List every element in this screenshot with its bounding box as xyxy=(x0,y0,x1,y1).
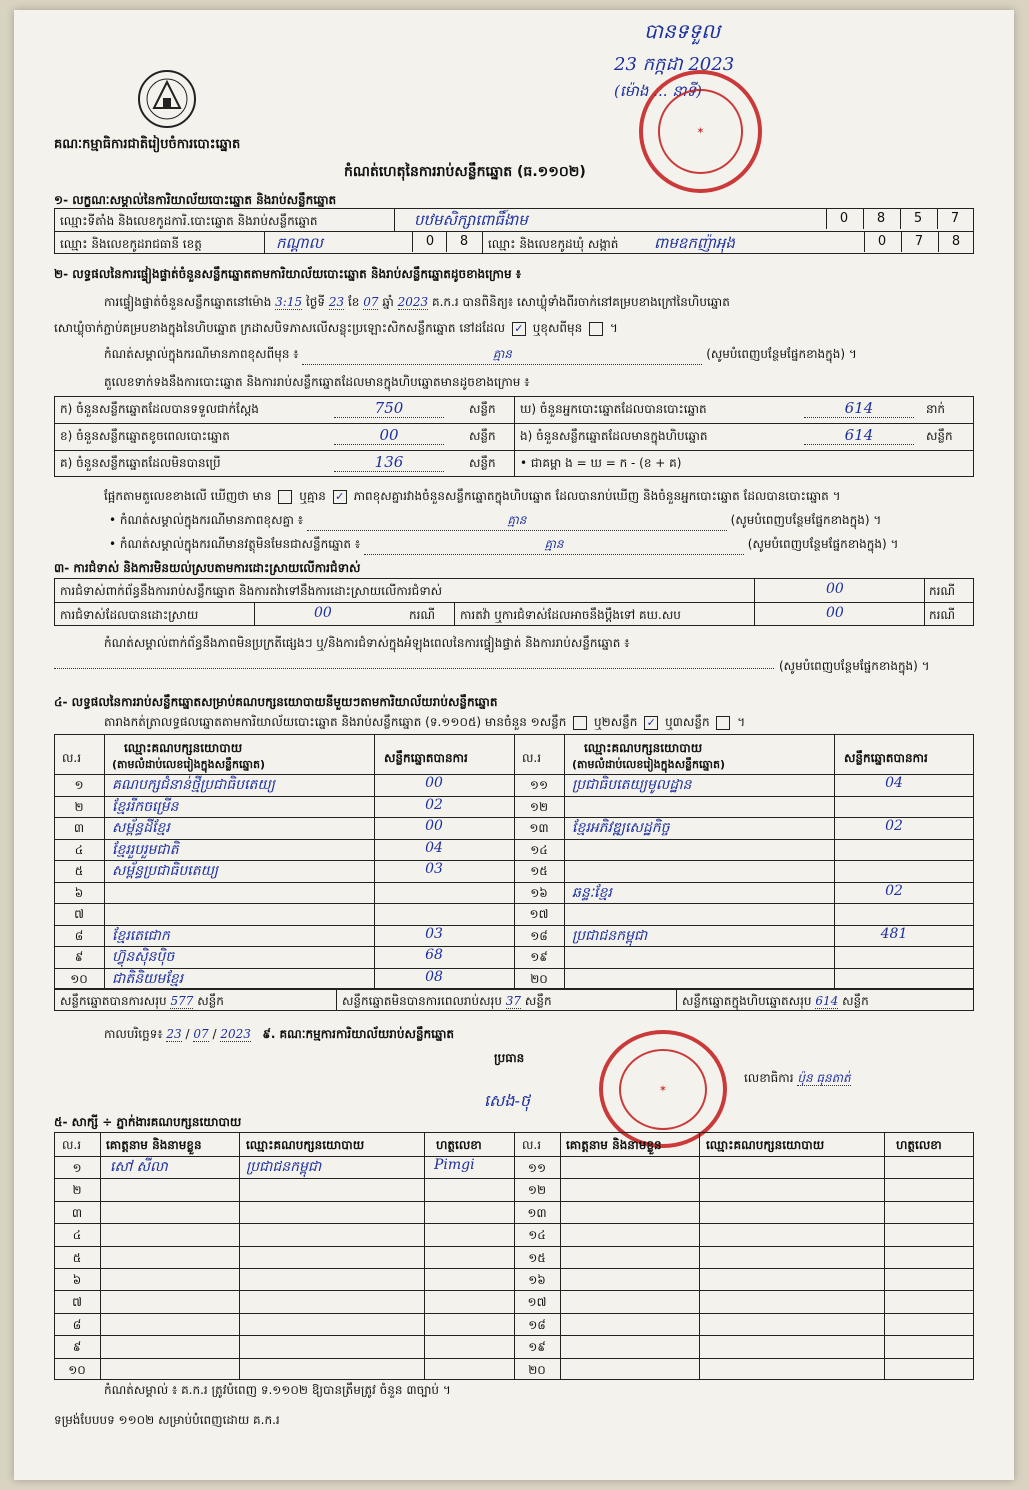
commune-label: ឈ្មោះ និងលេខកូដឃុំ សង្កាត់ xyxy=(488,237,619,251)
total-valid-value: 577 xyxy=(170,994,194,1008)
row-no: ១៦ xyxy=(530,885,548,900)
seal-line: សោឃ្លុំចាក់ភ្ជាប់គម្របខាងក្នុងនៃហិបឆ្នោត ក្រដាសបិទភាសលើសន្លុះប្រឡោះសិកសន្លឹកឆ្នោត នៅដដែល ✓ ឬខុសពីមុន ។ xyxy=(54,321,618,335)
w-row-no: ៥ xyxy=(72,1250,82,1265)
party-name: ខ្មែររីកចម្រើន xyxy=(112,798,179,815)
row-no: ៥ xyxy=(74,864,84,878)
w-row-no: ២០ xyxy=(528,1362,546,1377)
two-sheets-checkbox[interactable]: ✓ xyxy=(644,716,658,730)
form-sheet: គណៈកម្មាធិការជាតិរៀបចំការបោះឆ្នោត កំណត់ហេតុនៃការរាប់សន្លឹកឆ្នោត (ធ.១១០២) បានទទួល 23 កក្កដា 2023 (ម៉ោង ... នាទី) ✶ ១- លក្ខណៈសម្គាល់នៃការិយាល័យបោះឆ្នោត និងរាប់សន្លឹកឆ្នោត ឈ្មោះទីតាំង និងលេខកូដការិ.បោះឆ្នោត និងរាប់សន្លឹកឆ្នោត បឋមសិក្សាពោធិ៍ងាម 0 8 5 7 ឈ្មោះ និងលេខកូដរាជធានី ខេត្ត កណ្ដាល 0 8 ឈ្មោះ និងលេខកូដឃុំ សង្កាត់ ពាមឧកញ៉ាអុង 0 7 8 ២- លទ្ធផលនៃការផ្ទៀងផ្ទាត់ចំនួនសន្លឹកឆ្នោតតាមការិយាល័យបោះឆ្នោត និងរាប់សន្លឹកឆ្នោតដូចខាងក្រោម ៖ ការផ្ទៀងផ្ទាត់ចំនួនសន្លឹកឆ្នោតនៅម៉ោង 3:15 ថ្ងៃទី 23 ខែ 07 ឆ្នាំ 2023 គ.ក.រ បានពិនិត្យ៖ សោឃ្លុំទាំងពីរចាក់នៅគម្របខាងក្រៅនៃហិបឆ្នោត សោឃ្លុំចាក់ភ្ជាប់គម្របខាងក្នុងនៃហិបឆ្នោត ក្រដាសបិទភាសលើសន្លុះប្រឡោះសិកសន្លឹកឆ្នោត នៅដដែល ✓ ឬខុសពីមុន ។ កំណត់សម្គាល់ក្នុងករណីមានភាពខុសពីមុន ៖ គ្មាន (សូមបំពេញបន្ថែមផ្នែកខាងក្នុង) ។ តួលេខទាក់ទងនឹងការបោះឆ្នោត និងការរាប់សន្លឹកឆ្នោតដែលមានក្នុងហិបឆ្នោតមានដូចខាងក្រោម ៖ ក) ចំនួនសន្លឹកឆ្នោតដែលបានទទួលជាក់ស្តែង 750 សន្លឹក ឃ) ចំនួនអ្នកបោះឆ្នោតដែលបានបោះឆ្នោត 614 នាក់ ខ) ចំនួនសន្លឹកឆ្នោតខូចពេលបោះឆ្នោត 00 សន្លឹក ង) ចំនួនសន្លឹកឆ្នោតដែលមានក្នុងហិបឆ្នោត 614 សន្លឹក គ) ចំនួនសន្លឹកឆ្នោតដែលមិនបានប្រើ 136 សន្លឹក • ជាគម្ពា ង = ឃ = ក - (ខ + គ) ផ្អែកតាមតួលេខខាងលើ ឃើញថា មាន ឬគ្មាន ✓ ភាពខុសគ្នារវាងចំនួនសន្លឹកឆ្នោតក្នុងហិបឆ្នោត ដែលបានរាប់ឃើញ និងចំនួនអ្នកបោះឆ្នោត ដែលបានបោះឆ្នោត ។ • កំណត់សម្គាល់ក្នុងករណីមានភាពខុសគ្នា ៖ គ្មាន (សូមបំពេញបន្ថែមផ្នែកខាងក្នុង) ។ • កំណត់សម្គាល់ក្នុងករណីមានវត្ថុមិនមែនជាសន្លឹកឆ្នោត ៖ គ្មាន (សូមបំពេញបន្ថែមផ្នែកខាងក្នុង) ។ ៣- ការជំទាស់ និងការមិនយល់ស្របតាមការដោះស្រាយលើការជំទាស់ ការជំទាស់ពាក់ព័ន្ធនឹងការរាប់សន្លឹកឆ្នោត និងការតវ៉ាទៅនឹងការដោះស្រាយលើការជំទាស់ 00 ករណី ការជំទាស់ដែលបានដោះស្រាយ 00 ករណី ការតវ៉ា ឬការជំទាស់ដែលអាចនឹងប្ដឹងទៅ គឃ.សប 00 ករណី កំណត់សម្គាល់ពាក់ព័ន្ធនឹងភាពមិនប្រក្រតីផ្សេងៗ ឬ/និងការជំទាស់ក្នុងអំឡុងពេលនៃការផ្ទៀងផ្ទាត់ និងការរាប់សន្លឹកឆ្នោត ៖ (សូមបំពេញបន្ថែមផ្នែកខាងក្នុង) ។ ៤- លទ្ធផលនៃការរាប់សន្លឹកឆ្នោតសម្រាប់គណបក្សនយោបាយនីមួយៗតាមការិយាល័យរាប់សន្លឹកឆ្នោត តារាងកត់ត្រាលទ្ធផលឆ្នោតតាមការិយាល័យបោះឆ្នោត និងរាប់សន្លឹកឆ្នោត (ទ.១១០៥) មានចំនួន ១សន្លឹក ឬ២សន្លឹក ✓ ឬ៣សន្លឹក ។ ល.រ ឈ្មោះគណបក្សនយោបាយ (តាមលំដាប់លេខរៀងក្នុងសន្លឹកឆ្នោត) សន្លឹកឆ្នោតបានការ ១ គណបក្សជំនាន់ថ្មីប្រជាធិបតេយ្យ 00 ២ ខ្មែររីកចម្រើន 02 ៣ សម្ព័ន្ធដីខ្មែរ 00 ៤ ខ្មែររួបរួមជាតិ 04 ៥ សម្ព័ន្ធប្រជាធិបតេយ្យ 03 ៦ ៧ ៨ ខ្មែរតេជោក 03 ៩ ហ៊្វុនស៊ិនប៉ិច 68 ១០ ជាតិនិយមខ្មែរ 08 ល.រ ឈ្មោះគណបក្សនយោបាយ (តាមលំដាប់លេខរៀងក្នុងសន្លឹកឆ្នោត) សន្លឹកឆ្នោតបានការ ១១ ប្រជាធិបតេយ្យមូលដ្ឋាន 04 ១២ ១៣ ខ្មែរអភិវឌ្ឍសេដ្ឋកិច្ច 02 ១៤ ១៥ ១៦ ឆន្ទៈខ្មែរ 02 ១៧ ១៨ ប្រជាជនកម្ពុជា 481 ១៩ ២០ សន្លឹកឆ្នោតបានការសរុប 577 សន្លឹក សន្លឹកឆ្នោតមិនបានការពេលរាប់សរុប 37 សន្លឹក សន្លឹកឆ្នោតក្នុងហិបឆ្នោតសរុប 614 សន្លឹក កាលបរិច្ឆេទ៖ 23 / 07 / 2023 ៩. គណៈកម្មការការិយាល័យរាប់សន្លឹកឆ្នោត ប្រធាន សេង-ថុ លេខាធិការ ប៉ុន ធុនតាត់ ✶ ៥- សាក្សី ÷ ភ្នាក់ងារគណបក្សនយោបាយ ល.រ គោត្តនាម និងនាមខ្លួន ឈ្មោះគណបក្សនយោបាយ ហត្ថលេខា ១ ២ ៣ ៤ ៥ ៦ ៧ ៨ ៩ ១០ ល.រ គោត្តនាម និងនាមខ្លួន ឈ្មោះគណបក្សនយោបាយ ហត្ថលេខា ១១ ១២ ១៣ ១៤ ១៥ ១៦ ១៧ ១៨ ១៩ ២០ សៅ សីលា ប្រជាជនកម្ពុជា Pimgi កំណត់សម្គាល់ ៖ គ.ក.រ ត្រូវបំពេញ ទ.១១០២ ឱ្យបានត្រឹមត្រូវ ចំនួន ៣ច្បាប់ ។ ទម្រង់បែបបទ ១១០២ សម្រាប់បំពេញដោយ គ.ក.រ xyxy=(14,10,1014,1480)
objections-label: ការជំទាស់ពាក់ព័ន្ធនឹងការរាប់សន្លឹកឆ្នោត និងការតវ៉ាទៅនឹងការដោះស្រាយលើការជំទាស់ xyxy=(60,584,443,598)
row-no: ១៧ xyxy=(529,907,549,921)
fig-right-label: • ជាគម្ពា ង = ឃ = ក - (ខ + គ) xyxy=(520,456,682,470)
fig-right-unit: សន្លឹក xyxy=(926,429,953,443)
row-no: ១ xyxy=(74,778,84,792)
w-col-party: ឈ្មោះគណបក្សនយោបាយ xyxy=(706,1138,825,1152)
party-name: ខ្មែរតេជោក xyxy=(112,927,170,944)
fig-left-unit: សន្លឹក xyxy=(469,429,496,443)
w-row-no: ១០ xyxy=(68,1362,86,1377)
witness-name: សៅ សីលា xyxy=(110,1159,168,1175)
fig-left-value: 136 xyxy=(334,453,444,472)
row-no: ៣ xyxy=(73,821,85,835)
official-seal-bottom: ✶ xyxy=(599,1030,727,1148)
w-col-no: ល.រ xyxy=(522,1138,542,1152)
w-col-no: ល.រ xyxy=(62,1138,82,1152)
appeal-value: 00 xyxy=(826,605,844,621)
row-no: ១៥ xyxy=(530,864,548,878)
fig-left-label: ក) ចំនួនសន្លឹកឆ្នោតដែលបានទទួលជាក់ស្តែង xyxy=(60,402,259,416)
col-votes: សន្លឹកឆ្នោតបានការ xyxy=(844,751,928,765)
verify-month: 07 xyxy=(363,295,379,309)
resolved-label: ការជំទាស់ដែលបានដោះស្រាយ xyxy=(60,608,199,622)
col-party-sub: (តាមលំដាប់លេខរៀងក្នុងសន្លឹកឆ្នោត) xyxy=(572,758,725,771)
w-row-no: ៨ xyxy=(72,1317,82,1332)
w-col-name: គោត្តនាម និងនាមខ្លួន xyxy=(566,1138,662,1152)
row-no: ១៨ xyxy=(530,928,548,943)
col-no: ល.រ xyxy=(522,751,542,765)
row-no: ១៣ xyxy=(529,821,549,835)
no-difference-checkbox[interactable]: ✓ xyxy=(333,490,347,504)
party-name: ឆន្ទៈខ្មែរ xyxy=(572,884,612,901)
fig-left-unit: សន្លឹក xyxy=(469,456,496,470)
row-no: ២០ xyxy=(530,971,548,986)
station-value: បឋមសិក្សាពោធិ៍ងាម xyxy=(414,211,528,229)
row-no: ១១ xyxy=(529,778,549,792)
w-row-no: ១៦ xyxy=(528,1273,546,1287)
party-name: ខ្មែររួបរួមជាតិ xyxy=(112,841,179,858)
same-checkbox[interactable]: ✓ xyxy=(512,322,526,336)
fig-right-value: 614 xyxy=(804,399,914,418)
col-no: ល.រ xyxy=(62,751,82,765)
station-label: ឈ្មោះទីតាំង និងលេខកូដការិ.បោះឆ្នោត និងរាប់សន្លឹកឆ្នោត xyxy=(60,214,318,228)
party-votes: 03 xyxy=(425,925,443,942)
witness-party: ប្រជាជនកម្ពុជា xyxy=(246,1159,322,1175)
party-name: ហ៊្វុនស៊ិនប៉ិច xyxy=(112,949,175,965)
party-name: ប្រជាជនកម្ពុជា xyxy=(572,927,648,944)
party-votes: 03 xyxy=(425,861,443,877)
section3-heading: ៣- ការជំទាស់ និងការមិនយល់ស្របតាមការដោះស្រាយលើការជំទាស់ xyxy=(54,561,361,575)
w-row-no: ៤ xyxy=(72,1228,82,1243)
fig-left-value: 750 xyxy=(334,399,444,418)
commune-value: ពាមឧកញ៉ាអុង xyxy=(654,234,735,252)
official-seal-top: ✶ xyxy=(639,70,762,193)
w-row-no: ១ xyxy=(72,1161,82,1175)
w-row-no: ១៥ xyxy=(528,1250,546,1265)
nec-emblem-icon xyxy=(136,68,198,130)
form-code: ទម្រង់បែបបទ ១១០២ សម្រាប់បំពេញដោយ គ.ក.រ xyxy=(54,1413,280,1427)
fig-right-unit: នាក់ xyxy=(926,402,946,416)
witness-signature: Pimgi xyxy=(434,1157,475,1173)
diff-note: • កំណត់សម្គាល់ក្នុងករណីមានភាពខុសគ្នា ៖ គ្មាន (សូមបំពេញបន្ថែមផ្នែកខាងក្នុង) ។ xyxy=(109,512,969,531)
party-name: សម្ព័ន្ធប្រជាធិបតេយ្យ xyxy=(112,863,219,879)
w-row-no: ១៨ xyxy=(528,1317,546,1332)
sheets-line: តារាងកត់ត្រាលទ្ធផលឆ្នោតតាមការិយាល័យបោះឆ្នោត និងរាប់សន្លឹកឆ្នោត (ទ.១១០៥) មានចំនួន ១សន្លឹក ឬ២សន្លឹក ✓ ឬ៣សន្លឹក ។ xyxy=(104,715,746,729)
w-col-name: គោត្តនាម និងនាមខ្លួន xyxy=(106,1138,202,1152)
total-box: សន្លឹកឆ្នោតក្នុងហិបឆ្នោតសរុប 614 សន្លឹក xyxy=(682,994,869,1008)
w-row-no: ៦ xyxy=(72,1273,82,1287)
difference-note: កំណត់សម្គាល់ក្នុងករណីមានភាពខុសពីមុន ៖ គ្មាន (សូមបំពេញបន្ថែមផ្នែកខាងក្នុង) ។ xyxy=(104,346,974,365)
has-difference-checkbox[interactable] xyxy=(278,490,292,504)
col-party: ឈ្មោះគណបក្សនយោបាយ xyxy=(584,741,703,755)
fig-left-label: ខ) ចំនួនសន្លឹកឆ្នោតខូចពេលបោះឆ្នោត xyxy=(60,429,230,443)
w-row-no: ១១ xyxy=(527,1161,547,1175)
appeal-label: ការតវ៉ា ឬការជំទាស់ដែលអាចនឹងប្ដឹងទៅ គឃ.សប xyxy=(460,608,681,622)
total-invalid-value: 37 xyxy=(505,994,522,1008)
total-invalid: សន្លឹកឆ្នោតមិនបានការពេលរាប់សរុប 37 សន្លឹក xyxy=(342,994,552,1008)
party-votes: 02 xyxy=(885,882,903,899)
secretary: លេខាធិការ ប៉ុន ធុនតាត់ xyxy=(744,1071,851,1085)
row-no: ៧ xyxy=(74,907,84,921)
row-no: ១៩ xyxy=(530,950,548,964)
one-sheet-checkbox[interactable] xyxy=(573,716,587,730)
party-votes: 02 xyxy=(425,796,443,813)
org-name: គណៈកម្មាធិការជាតិរៀបចំការបោះឆ្នោត xyxy=(54,137,241,152)
row-no: ១០ xyxy=(70,971,88,986)
total-box-value: 614 xyxy=(815,994,839,1008)
fig-right-label: ង) ចំនួនសន្លឹកឆ្នោតដែលមានក្នុងហិបឆ្នោត xyxy=(520,429,708,443)
chair-name: សេង-ថុ xyxy=(484,1091,531,1110)
fig-right-label: ឃ) ចំនួនអ្នកបោះឆ្នោតដែលបានបោះឆ្នោត xyxy=(520,402,707,416)
row-no: ៨ xyxy=(74,928,84,943)
w-row-no: ២ xyxy=(72,1183,82,1198)
row-no: ២ xyxy=(74,799,84,814)
party-votes: 481 xyxy=(880,925,908,942)
invalid-note: • កំណត់សម្គាល់ក្នុងករណីមានវត្ថុមិនមែនជាសន្លឹកឆ្នោត ៖ គ្មាន (សូមបំពេញបន្ថែមផ្នែកខាងក្នុង) ។ xyxy=(109,536,969,555)
fig-right-value: 614 xyxy=(804,426,914,445)
party-votes: 08 xyxy=(425,968,443,985)
section5-heading: ៥- សាក្សី ÷ ភ្នាក់ងារគណបក្សនយោបាយ xyxy=(54,1115,242,1129)
verify-day: 23 xyxy=(328,295,345,309)
w-row-no: ៩ xyxy=(72,1340,82,1355)
station-code: 0 8 5 7 xyxy=(826,209,974,231)
signing-date: កាលបរិច្ឆេទ៖ 23 / 07 / 2023 ៩. គណៈកម្មការការិយាល័យរាប់សន្លឹកឆ្នោត xyxy=(104,1027,455,1041)
difference-note-value: គ្មាន xyxy=(492,347,512,361)
w-row-no: ១២ xyxy=(527,1183,547,1198)
party-votes: 68 xyxy=(425,947,443,963)
fig-left-value: 00 xyxy=(334,426,444,445)
w-row-no: ៣ xyxy=(71,1205,83,1220)
w-col-party: ឈ្មោះគណបក្សនយោបាយ xyxy=(246,1138,365,1152)
w-row-no: ១៤ xyxy=(528,1228,546,1243)
province-label: ឈ្មោះ និងលេខកូដរាជធានី ខេត្ត xyxy=(60,237,202,251)
party-name: សម្ព័ន្ធដីខ្មែរ xyxy=(112,820,170,836)
objections-value: 00 xyxy=(826,581,844,597)
row-no: ៩ xyxy=(74,950,84,964)
irregularity-note-label: កំណត់សម្គាល់ពាក់ព័ន្ធនឹងភាពមិនប្រក្រតីផ្សេងៗ ឬ/និងការជំទាស់ក្នុងអំឡុងពេលនៃការផ្ទៀងផ្ទាត់ និងការរាប់សន្លឹកឆ្នោត ៖ xyxy=(104,636,630,650)
w-row-no: ១៧ xyxy=(527,1295,547,1310)
section2-heading: ២- លទ្ធផលនៃការផ្ទៀងផ្ទាត់ចំនួនសន្លឹកឆ្នោតតាមការិយាល័យបោះឆ្នោត និងរាប់សន្លឹកឆ្នោតដូចខាងក្រោម ៖ xyxy=(54,267,522,281)
w-row-no: ១៣ xyxy=(527,1205,547,1220)
compare-line: ផ្អែកតាមតួលេខខាងលើ ឃើញថា មាន ឬគ្មាន ✓ ភាពខុសគ្នារវាងចំនួនសន្លឹកឆ្នោតក្នុងហិបឆ្នោត ដែលបានរាប់ឃើញ និងចំនួនអ្នកបោះឆ្នោត ដែលបានបោះឆ្នោត ។ xyxy=(104,489,841,503)
party-votes: 04 xyxy=(425,839,443,856)
received-date: 23 កក្កដា 2023 xyxy=(614,54,735,75)
w-col-sign: ហត្ថលេខា xyxy=(436,1138,482,1152)
commune-code: 0 7 8 xyxy=(864,232,974,254)
footnote: កំណត់សម្គាល់ ៖ គ.ក.រ ត្រូវបំពេញ ទ.១១០២ ឱ្យបានត្រឹមត្រូវ ចំនួន ៣ច្បាប់ ។ xyxy=(104,1383,451,1397)
form-title: កំណត់ហេតុនៃការរាប់សន្លឹកឆ្នោត (ធ.១១០២) xyxy=(344,164,586,180)
province-code: 0 8 xyxy=(412,232,482,254)
col-votes: សន្លឹកឆ្នោតបានការ xyxy=(384,751,468,765)
w-row-no: ១៩ xyxy=(528,1340,546,1355)
fig-left-label: គ) ចំនួនសន្លឹកឆ្នោតដែលមិនបានប្រើ xyxy=(60,456,221,470)
different-checkbox[interactable] xyxy=(589,322,603,336)
row-no: ៤ xyxy=(74,842,84,857)
party-votes: 02 xyxy=(885,818,903,834)
total-valid: សន្លឹកឆ្នោតបានការសរុប 577 សន្លឹក xyxy=(60,994,224,1008)
party-name: គណបក្សជំនាន់ថ្មីប្រជាធិបតេយ្យ xyxy=(112,777,275,793)
received-label: បានទទួល xyxy=(644,19,721,43)
received-time: (ម៉ោង ... នាទី) xyxy=(614,82,702,100)
w-row-no: ៧ xyxy=(72,1295,82,1310)
resolved-value: 00 xyxy=(314,605,332,621)
party-name: ខ្មែរអភិវឌ្ឍសេដ្ឋកិច្ច xyxy=(572,820,670,836)
fig-left-unit: សន្លឹក xyxy=(469,402,496,416)
figures-intro: តួលេខទាក់ទងនឹងការបោះឆ្នោត និងការរាប់សន្លឹកឆ្នោតដែលមានក្នុងហិបឆ្នោតមានដូចខាងក្រោម ៖ xyxy=(104,375,530,389)
party-name: ជាតិនិយមខ្មែរ xyxy=(112,970,184,987)
verify-year: 2023 xyxy=(397,295,429,309)
row-no: ១២ xyxy=(529,799,549,814)
party-votes: 00 xyxy=(425,818,443,834)
col-party-sub: (តាមលំដាប់លេខរៀងក្នុងសន្លឹកឆ្នោត) xyxy=(112,758,265,771)
party-name: ប្រជាធិបតេយ្យមូលដ្ឋាន xyxy=(572,777,692,793)
party-votes: 00 xyxy=(425,775,443,791)
w-col-sign: ហត្ថលេខា xyxy=(896,1138,942,1152)
chair-label: ប្រធាន xyxy=(494,1051,525,1065)
party-votes: 04 xyxy=(885,775,903,791)
verify-time: 3:15 xyxy=(275,295,303,309)
row-no: ៦ xyxy=(74,885,84,900)
verify-line: ការផ្ទៀងផ្ទាត់ចំនួនសន្លឹកឆ្នោតនៅម៉ោង 3:15 ថ្ងៃទី 23 ខែ 07 ឆ្នាំ 2023 គ.ក.រ បានពិនិត្យ៖ សោឃ្លុំទាំងពីរចាក់នៅគម្របខាងក្រៅនៃហិបឆ្នោត xyxy=(104,295,730,309)
section1-heading: ១- លក្ខណៈសម្គាល់នៃការិយាល័យបោះឆ្នោត និងរាប់សន្លឹកឆ្នោត xyxy=(54,193,337,207)
three-sheets-checkbox[interactable] xyxy=(716,716,730,730)
province-value: កណ្ដាល xyxy=(276,234,323,252)
col-party: ឈ្មោះគណបក្សនយោបាយ xyxy=(124,741,243,755)
section4-heading: ៤- លទ្ធផលនៃការរាប់សន្លឹកឆ្នោតសម្រាប់គណបក្សនយោបាយនីមួយៗតាមការិយាល័យរាប់សន្លឹកឆ្នោត xyxy=(54,695,498,709)
row-no: ១៤ xyxy=(530,842,548,857)
